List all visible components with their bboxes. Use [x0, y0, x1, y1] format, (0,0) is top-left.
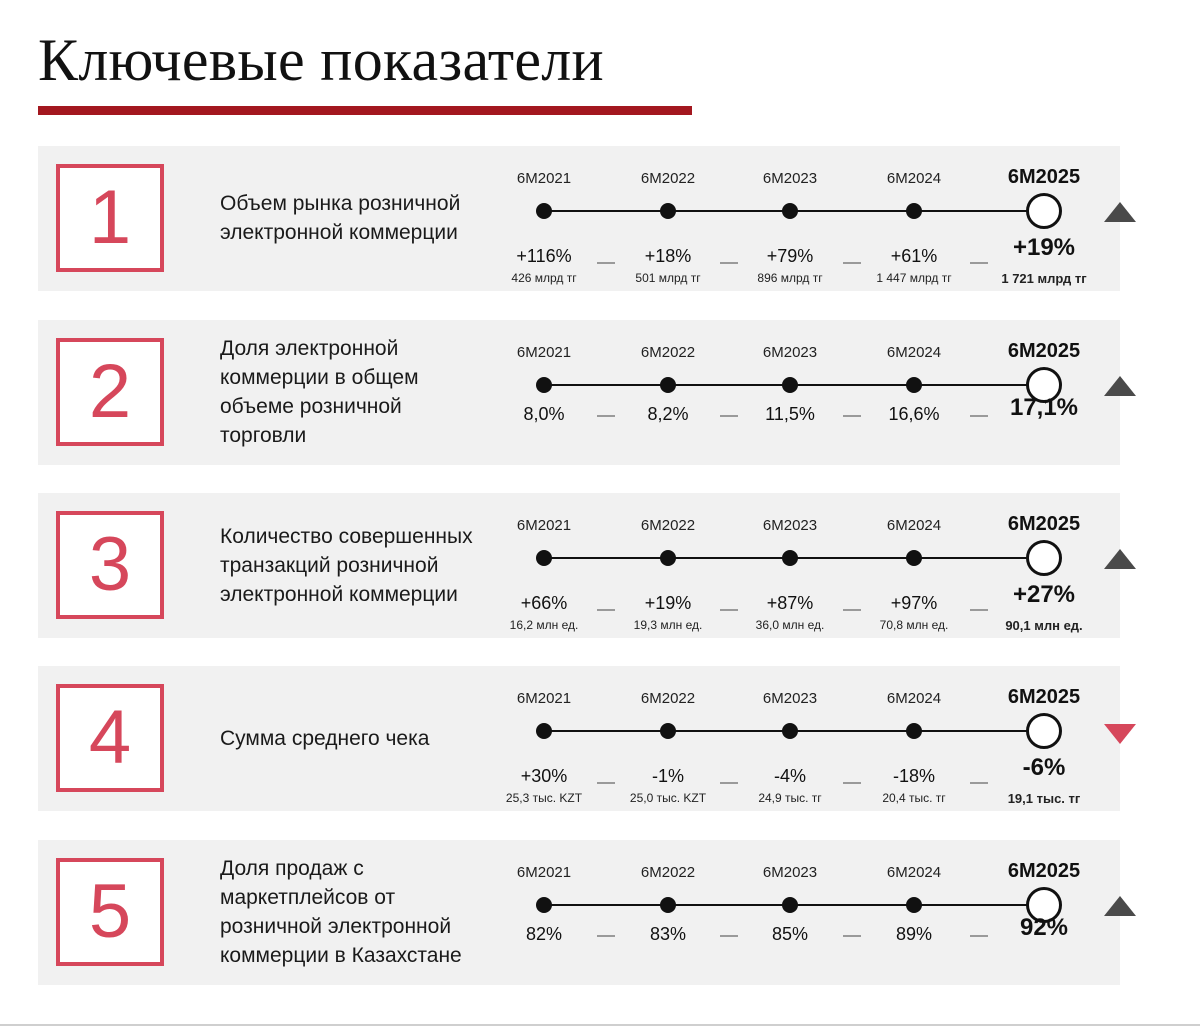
kpi-value: -4%	[773, 766, 806, 786]
kpi-value: 92%	[1019, 914, 1069, 941]
period-label: 6M2025	[1007, 513, 1081, 535]
period-label: 6M2023	[762, 170, 818, 187]
kpi-value: +79%	[766, 246, 814, 266]
kpi-label-line: электронной коммерции	[220, 582, 458, 606]
kpi-value: +30%	[520, 766, 568, 786]
kpi-timeline	[38, 320, 1120, 465]
kpi-value: 82%	[525, 924, 563, 944]
kpi-value: +61%	[890, 246, 938, 266]
timeline-marker	[906, 723, 922, 739]
kpi-label-line: торговли	[220, 424, 307, 447]
kpi-value: 16,6%	[888, 404, 940, 424]
period-label: 6M2025	[1007, 860, 1081, 882]
kpi-number-box: 4	[56, 684, 164, 792]
kpi-value: -6%	[1022, 754, 1066, 781]
value-separator	[970, 609, 988, 611]
kpi-timeline	[38, 840, 1120, 985]
kpi-subvalue: 1 447 млрд тг	[876, 271, 952, 285]
period-label: 6M2025	[1007, 166, 1081, 188]
kpi-subvalue: 24,9 тыс. тг	[758, 791, 822, 805]
period-label: 6M2022	[640, 344, 696, 361]
kpi-row-1	[38, 146, 1120, 291]
kpi-value: 8,2%	[647, 404, 689, 424]
kpi-label-line: Доля электронной	[220, 337, 399, 360]
kpi-value: 11,5%	[765, 404, 815, 424]
kpi-value: +27%	[1012, 581, 1076, 608]
kpi-value: +87%	[766, 593, 814, 613]
period-label: 6M2023	[762, 690, 818, 707]
period-label: 6M2021	[516, 864, 572, 881]
kpi-subvalue: 25,0 тыс. KZT	[629, 791, 707, 805]
period-label: 6M2021	[516, 690, 572, 707]
timeline-marker-current	[1026, 713, 1062, 749]
timeline-marker	[660, 723, 676, 739]
kpi-timeline	[38, 493, 1120, 638]
kpi-label-line: маркетплейсов от	[220, 886, 396, 909]
trend-up-icon	[1104, 202, 1136, 222]
timeline-marker	[536, 550, 552, 566]
kpi-value: 17,1%	[1009, 394, 1079, 421]
period-label: 6M2021	[516, 517, 572, 534]
timeline-marker	[536, 203, 552, 219]
period-label: 6M2025	[1007, 340, 1081, 362]
kpi-label-line: Объем рынка розничной	[220, 192, 461, 215]
kpi-value: +19%	[644, 593, 692, 613]
timeline-marker	[660, 203, 676, 219]
period-label: 6M2024	[886, 344, 942, 361]
period-label: 6M2022	[640, 517, 696, 534]
kpi-label-line: Количество совершенных	[220, 524, 473, 548]
kpi-subvalue: 36,0 млн ед.	[755, 618, 825, 632]
timeline-marker	[536, 723, 552, 739]
kpi-subvalue: 25,3 тыс. KZT	[505, 791, 583, 805]
kpi-subvalue: 19,3 млн ед.	[633, 618, 703, 632]
trend-down-icon	[1104, 724, 1136, 744]
kpi-subvalue: 90,1 млн ед.	[1005, 618, 1083, 633]
trend-up-icon	[1104, 376, 1136, 396]
timeline-marker	[782, 377, 798, 393]
kpi-value: +66%	[520, 593, 568, 613]
title-underline	[38, 106, 692, 115]
timeline-marker	[782, 897, 798, 913]
kpi-label-line: транзакций розничной	[220, 553, 439, 577]
timeline-marker	[906, 897, 922, 913]
kpi-label-line: коммерции в общем	[220, 366, 419, 389]
period-label: 6M2021	[516, 170, 572, 187]
period-label: 6M2023	[762, 864, 818, 881]
footer-divider	[0, 1024, 1200, 1026]
period-label: 6M2024	[886, 864, 942, 881]
kpi-label-line: объеме розничной	[220, 395, 402, 418]
value-separator	[970, 262, 988, 264]
kpi-subvalue: 16,2 млн ед.	[509, 618, 579, 632]
timeline-marker	[660, 377, 676, 393]
trend-up-icon	[1104, 896, 1136, 916]
trend-up-icon	[1104, 549, 1136, 569]
timeline-marker	[782, 723, 798, 739]
kpi-subvalue: 19,1 тыс. тг	[1007, 791, 1081, 806]
kpi-row-2	[38, 320, 1120, 465]
value-separator	[970, 782, 988, 784]
kpi-subvalue: 20,4 тыс. тг	[882, 791, 946, 805]
kpi-label-line: розничной электронной	[220, 915, 452, 938]
period-label: 6M2024	[886, 690, 942, 707]
kpi-number-box: 3	[56, 511, 164, 619]
timeline-marker-current	[1026, 540, 1062, 576]
kpi-value: 8,0%	[523, 404, 565, 424]
timeline-marker	[782, 550, 798, 566]
period-label: 6M2025	[1007, 686, 1081, 708]
kpi-label-line: коммерции в Казахстане	[220, 944, 462, 967]
kpi-number-box: 5	[56, 858, 164, 966]
timeline-marker	[660, 550, 676, 566]
kpi-value: 89%	[895, 924, 933, 944]
timeline-marker	[906, 550, 922, 566]
timeline-marker	[536, 377, 552, 393]
kpi-number-box: 2	[56, 338, 164, 446]
period-label: 6M2024	[886, 517, 942, 534]
kpi-value: +97%	[890, 593, 938, 613]
kpi-label-line: Сумма среднего чека	[220, 726, 430, 750]
kpi-subvalue: 426 млрд тг	[511, 271, 577, 285]
kpi-row-4	[38, 666, 1120, 811]
kpi-value: -1%	[651, 766, 684, 786]
kpi-value: 85%	[771, 924, 809, 944]
kpi-row-3	[38, 493, 1120, 638]
kpi-value: 83%	[649, 924, 687, 944]
page-title: Ключевые показатели	[38, 27, 604, 93]
kpi-value: +18%	[644, 246, 692, 266]
kpi-subvalue: 896 млрд тг	[757, 271, 823, 285]
kpi-value: -18%	[892, 766, 936, 786]
kpi-subvalue: 501 млрд тг	[635, 271, 701, 285]
kpi-label-line: Доля продаж с	[220, 857, 364, 880]
kpi-subvalue: 1 721 млрд тг	[1001, 271, 1087, 286]
kpi-timeline	[38, 146, 1120, 291]
period-label: 6M2023	[762, 517, 818, 534]
kpi-number-box: 1	[56, 164, 164, 272]
period-label: 6M2023	[762, 344, 818, 361]
kpi-subvalue: 70,8 млн ед.	[879, 618, 949, 632]
period-label: 6M2022	[640, 690, 696, 707]
timeline-marker	[906, 377, 922, 393]
period-label: 6M2024	[886, 170, 942, 187]
period-label: 6M2022	[640, 864, 696, 881]
timeline-marker	[660, 897, 676, 913]
period-label: 6M2022	[640, 170, 696, 187]
timeline-marker-current	[1026, 193, 1062, 229]
timeline-marker	[782, 203, 798, 219]
kpi-value: +19%	[1012, 234, 1076, 261]
timeline-marker	[536, 897, 552, 913]
kpi-row-5	[38, 840, 1120, 985]
timeline-marker	[906, 203, 922, 219]
period-label: 6M2021	[516, 344, 572, 361]
kpi-timeline	[38, 666, 1120, 811]
kpi-value: +116%	[516, 246, 572, 266]
kpi-label-line: электронной коммерции	[220, 221, 458, 244]
